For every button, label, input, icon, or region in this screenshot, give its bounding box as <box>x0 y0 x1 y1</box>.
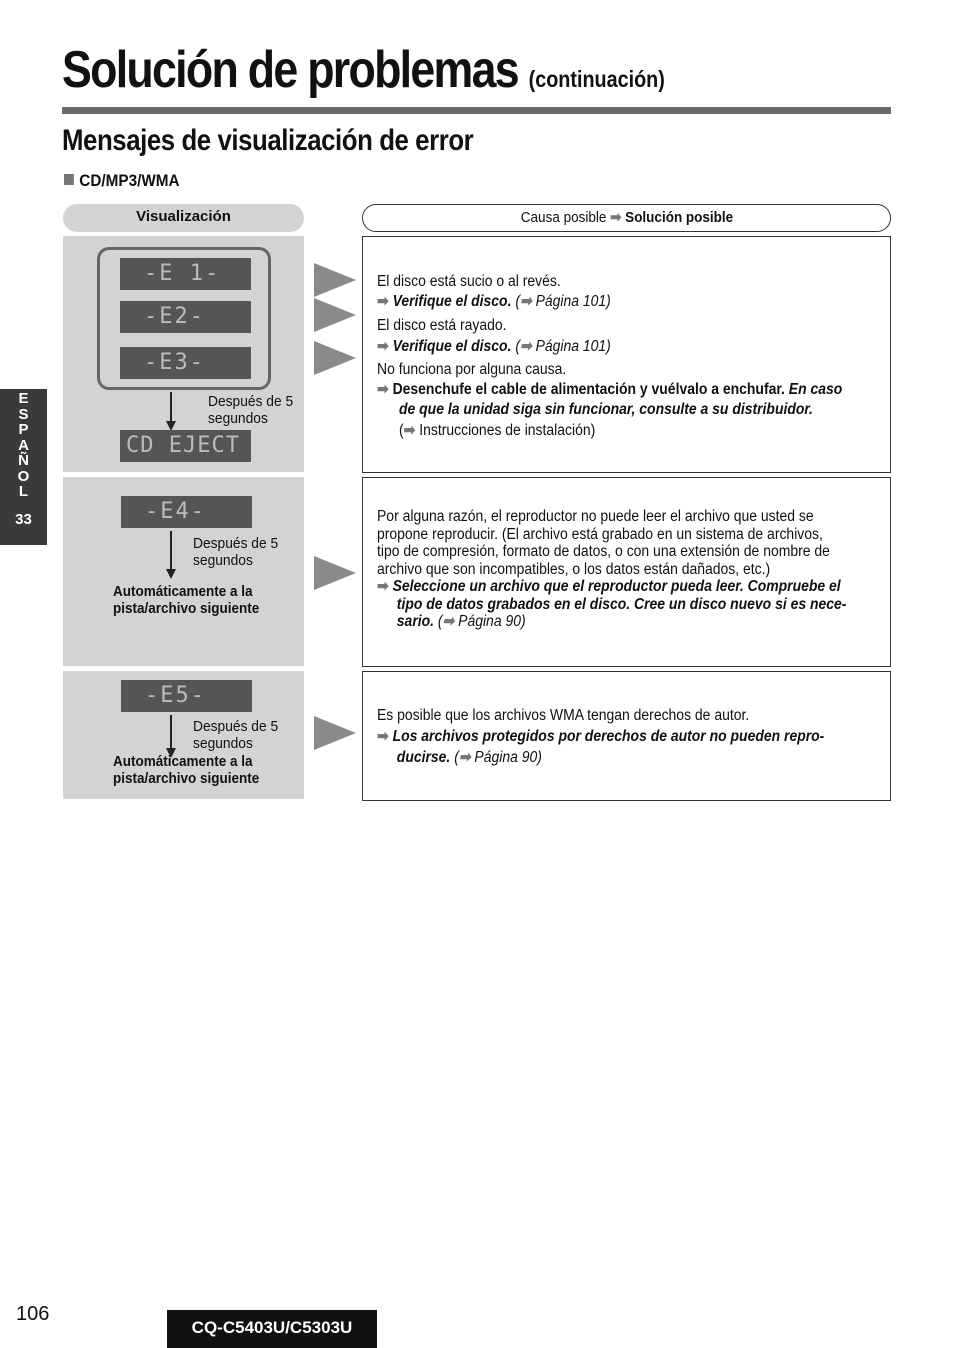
solution-text: ➡ Desenchufe el cable de alimentación y vuélvalo a enchufar. En caso <box>377 381 843 398</box>
arrow-right-icon: ➡ <box>609 209 621 226</box>
arrow-right-icon: ➡ <box>403 422 416 439</box>
cause-text: El disco está sucio o al revés. <box>377 273 561 290</box>
pointer-triangle-icon <box>314 556 356 590</box>
solution-text: ➡ Verifique el disco. (➡ Página 101) <box>377 338 611 355</box>
reference-text: (➡ Instrucciones de instalación) <box>399 422 596 439</box>
pointer-triangle-icon <box>314 716 356 750</box>
page-title: Solución de problemas (continuación) <box>62 41 665 99</box>
lcd-e4: -E4- <box>121 496 252 528</box>
down-arrow-line <box>170 392 172 424</box>
solution-text: ➡ Los archivos protegidos por derechos de autor no pueden repro- ducirse. (➡ Página 90) <box>377 728 825 766</box>
solution-text: ➡ Verifique el disco. (➡ Página 101) <box>377 293 611 310</box>
tab-page-number: 33 <box>15 510 32 528</box>
lcd-e1: -E 1- <box>120 258 251 290</box>
square-bullet-icon <box>64 174 74 185</box>
language-side-tab: E S P A Ñ O L 33 <box>0 389 47 545</box>
down-arrow-line <box>170 531 172 571</box>
pointer-triangle-icon <box>314 263 356 297</box>
pointer-triangle-icon <box>314 298 356 332</box>
after-seconds-label: Después de 5 segundos <box>193 718 279 752</box>
cause-text: Es posible que los archivos WMA tengan derechos de autor. <box>377 707 750 724</box>
arrow-right-icon: ➡ <box>377 293 389 310</box>
lcd-e2: -E2- <box>120 301 251 333</box>
pointer-triangle-icon <box>314 341 356 375</box>
arrow-right-icon: ➡ <box>442 613 455 630</box>
lcd-e5: -E5- <box>121 680 252 712</box>
down-arrow-line <box>170 715 172 751</box>
display-column-header: Visualización <box>63 204 304 232</box>
solution-text-cont: de que la unidad siga sin funcionar, consulte a su distribuidor. <box>399 401 813 418</box>
after-seconds-label: Después de 5 segundos <box>208 393 294 427</box>
arrow-right-icon: ➡ <box>377 381 389 398</box>
auto-next-label: Automáticamente a la pista/archivo siguiente <box>113 753 260 787</box>
cause-text: No funciona por alguna causa. <box>377 361 567 378</box>
lcd-e3: -E3- <box>120 347 251 379</box>
subsection-heading: CD/MP3/WMA <box>64 171 180 191</box>
cause-solution-header: Causa posible ➡ Solución posible <box>362 204 891 232</box>
arrow-right-icon: ➡ <box>519 338 532 355</box>
after-seconds-label: Después de 5 segundos <box>193 535 279 569</box>
down-arrow-icon <box>166 569 176 579</box>
title-rule <box>62 107 891 114</box>
cause-text: Por alguna razón, el reproductor no puede leer el archivo que usted se propone reproducir. (El archivo está grabado en un sistema de archivos, tipo de compresión, formato de datos, o con una extensión de nombre de archivo que son incompatibles, o los datos están dañados, etc.) <box>377 508 830 578</box>
solution-text: ➡ Seleccione un archivo que el reproductor pueda leer. Compruebe el tipo de datos grabados en el disco. Cree un disco nuevo si es nece- sario. (➡ Página 90) <box>377 578 847 630</box>
cause-text: El disco está rayado. <box>377 317 507 334</box>
section-heading: Mensajes de visualización de error <box>62 124 474 157</box>
model-badge: CQ-C5403U/C5303U <box>167 1310 377 1348</box>
arrow-right-icon: ➡ <box>377 338 389 355</box>
auto-next-label: Automáticamente a la pista/archivo siguiente <box>113 583 260 617</box>
lcd-cd-eject: CD EJECT <box>120 430 251 462</box>
arrow-right-icon: ➡ <box>519 293 532 310</box>
arrow-right-icon: ➡ <box>458 749 471 766</box>
title-suffix: (continuación) <box>528 66 665 92</box>
arrow-right-icon: ➡ <box>377 578 389 595</box>
arrow-right-icon: ➡ <box>377 728 389 745</box>
page-number: 106 <box>16 1303 50 1325</box>
